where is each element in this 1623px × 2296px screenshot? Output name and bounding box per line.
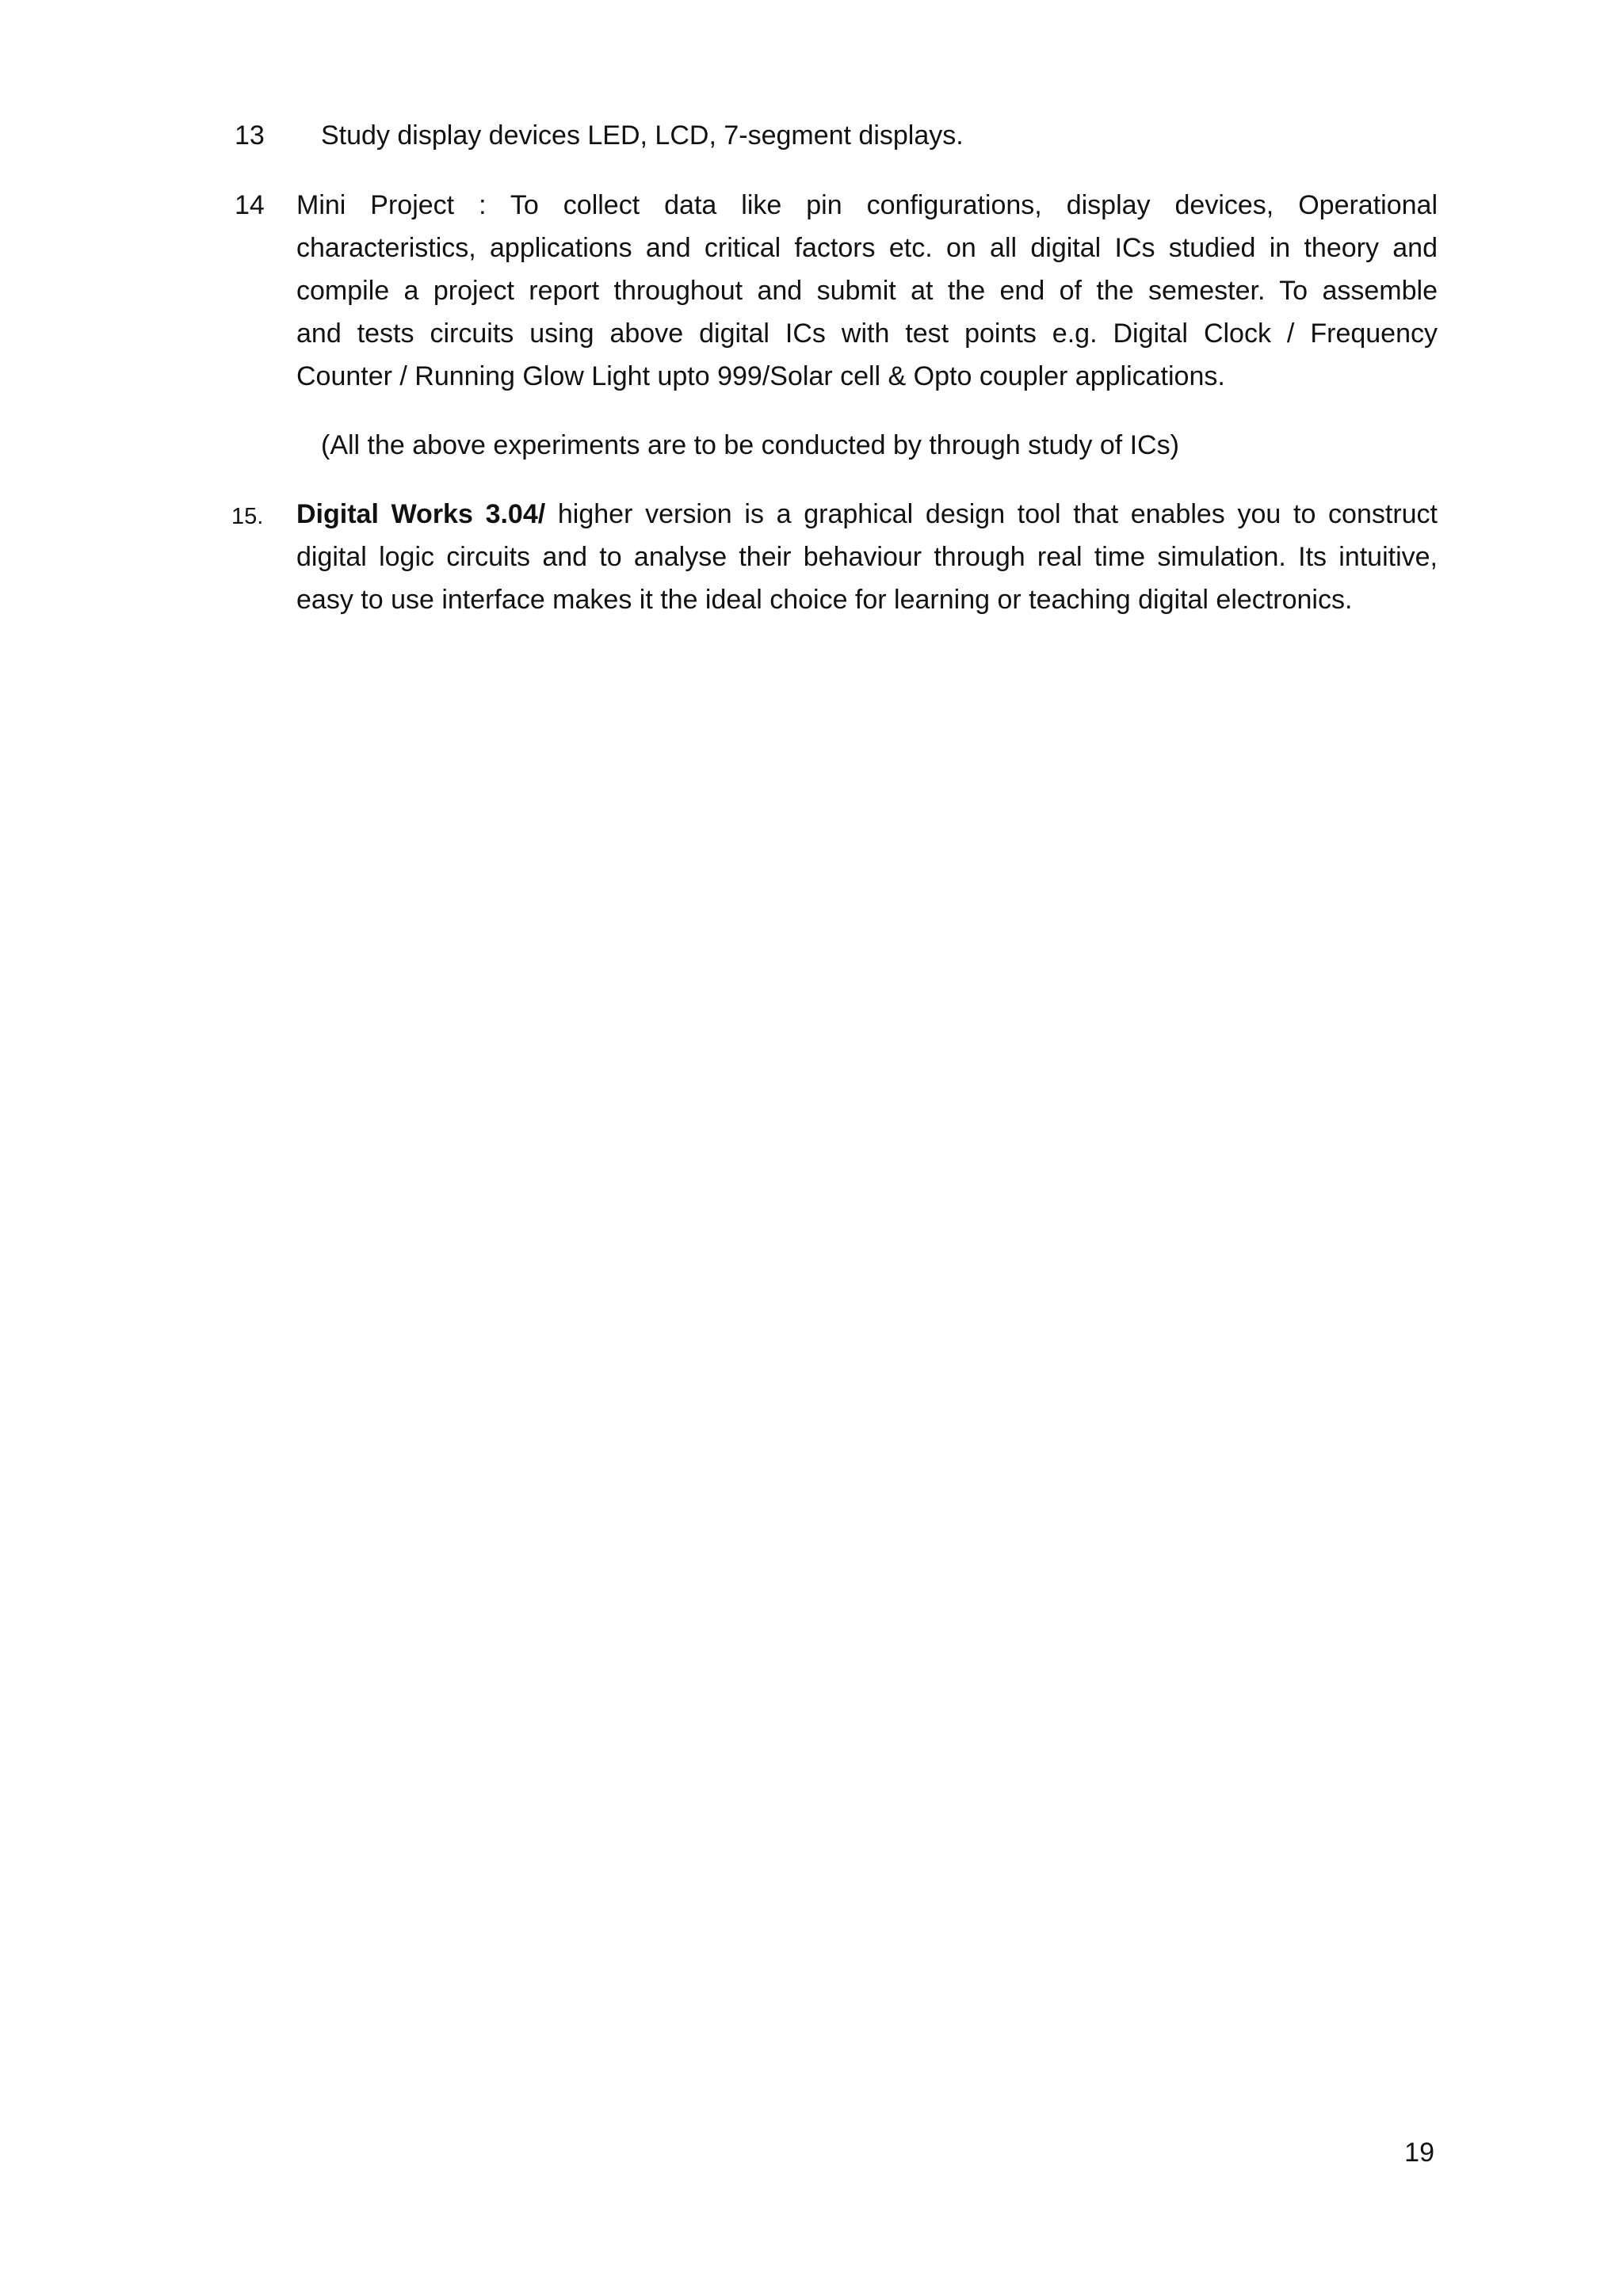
item-text-14	[296, 184, 1438, 398]
item-14-line: Counter / Running Glow Light upto 999/Solar cell & Opto coupler applications.	[296, 361, 1225, 391]
item-15-line: easy to use interface makes it the ideal choice for learning or teaching digital electronics.	[296, 585, 1353, 615]
item-number-13: 13	[235, 120, 265, 151]
item-text-13: Study display devices LED, LCD, 7-segment displays.	[321, 120, 964, 151]
item-number-15: 15.	[231, 504, 264, 529]
experiments-note: (All the above experiments are to be conducted by through study of ICs)	[321, 430, 1179, 460]
digital-works-title: Digital Works 3.04/	[296, 499, 546, 529]
item-15-line: digital logic circuits and to analyse their behaviour through real time simulation. Its intuitive,	[296, 542, 1438, 572]
page-number: 19	[1404, 2138, 1434, 2168]
item-15-line1-rest: higher version is a graphical design tool that enables you to construct	[545, 499, 1438, 529]
item-14-line: compile a project report throughout and submit at the end of the semester. To assemble	[296, 276, 1438, 306]
item-15-line	[296, 493, 1438, 536]
item-14-line: characteristics, applications and critical factors etc. on all digital ICs studied in theory and	[296, 233, 1438, 263]
item-14-line: and tests circuits using above digital ICs with test points e.g. Digital Clock / Frequency	[296, 318, 1438, 349]
item-text-15	[296, 493, 1438, 621]
item-14-line: Mini Project : To collect data like pin configurations, display devices, Operational	[296, 190, 1438, 220]
item-number-14: 14	[235, 190, 265, 220]
